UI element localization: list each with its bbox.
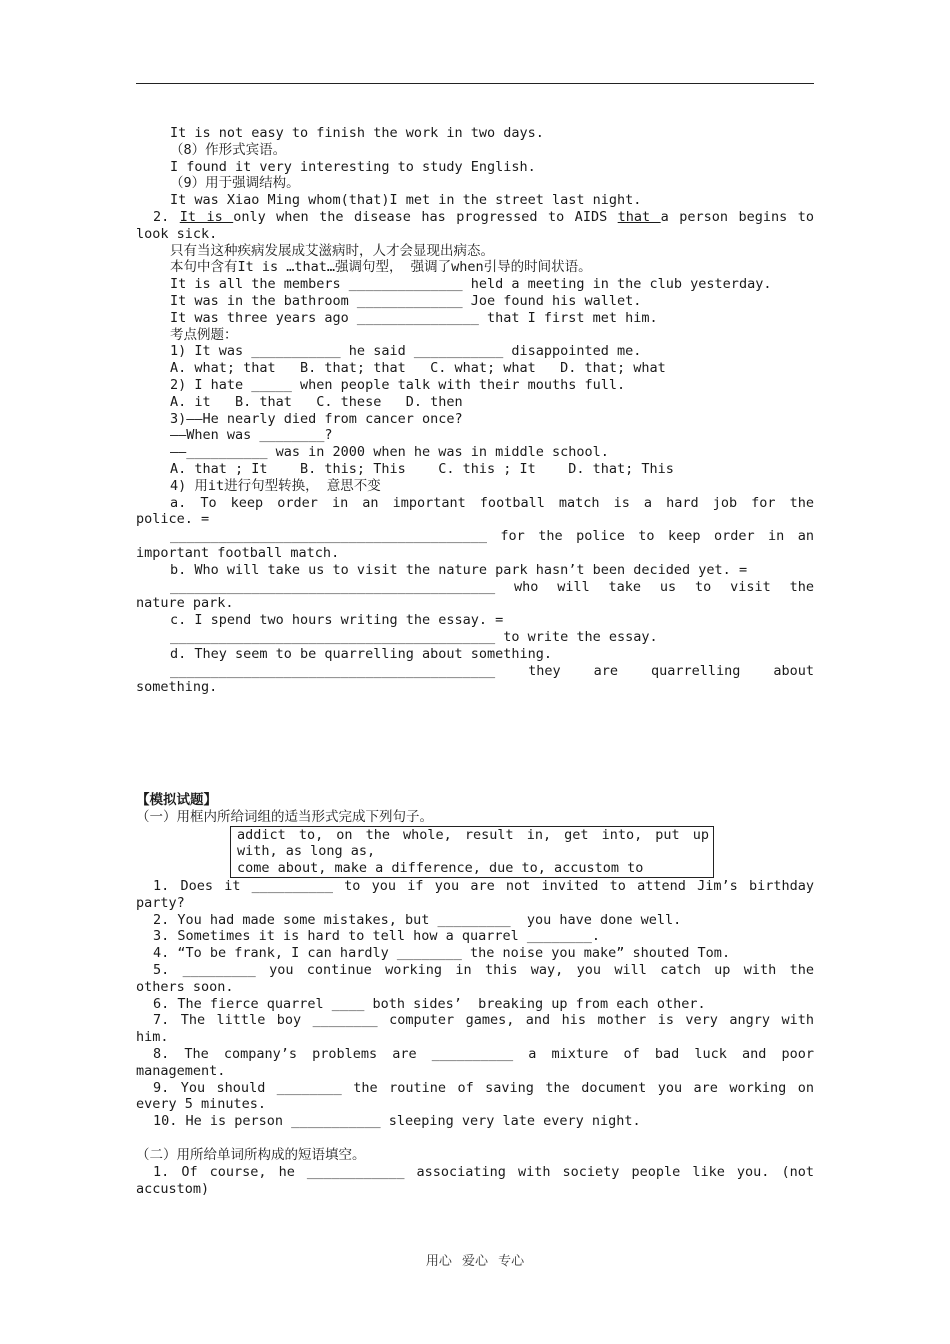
text-line: I found it very interesting to study English. bbox=[170, 158, 536, 175]
text-line: 只有当这种疾病发展成艾滋病时，人才会显现出病态。 bbox=[170, 242, 494, 259]
question-9-cont: every 5 minutes. bbox=[136, 1096, 267, 1113]
text-line: 本句中含有It is …that…强调句型， 强调了when引导的时间状语。 bbox=[170, 259, 592, 276]
text-line: It is not easy to finish the work in two days. bbox=[170, 125, 544, 141]
section-title: 【模拟试题】 bbox=[136, 792, 217, 809]
text-line: It was Xiao Ming whom(that)I met in the street last night. bbox=[170, 192, 642, 209]
transform-a-line3: _______________________________________ for the police to keep order in an bbox=[170, 528, 814, 545]
question-6: 6. The fierce quarrel ____ both sides’ breaking up from each other. bbox=[153, 995, 706, 1012]
question-3: 3. Sometimes it is hard to tell how a quarrel ________. bbox=[153, 928, 601, 945]
question-5-cont: others soon. bbox=[136, 978, 234, 995]
part2-instruction: （二）用所给单词所构成的短语填空。 bbox=[136, 1147, 366, 1164]
text-line: It was three years ago _______________ that I first met him. bbox=[170, 309, 658, 326]
text-line: A. that ; It B. this; This C. this ; It D. that; This bbox=[170, 460, 674, 477]
question-7: 7. The little boy ________ computer games, and his mother is very angry with bbox=[153, 1012, 814, 1029]
text-line: 3)——He nearly died from cancer once? bbox=[170, 410, 463, 427]
item-text-end: a person begins to bbox=[660, 208, 814, 225]
transform-a-line4: important football match. bbox=[136, 544, 340, 561]
question-8-cont: management. bbox=[136, 1062, 226, 1079]
text-line: It is all the members ______________ held a meeting in the club yesterday. bbox=[170, 276, 772, 293]
part2-question-1: 1. Of course, he ____________ associating with society people like you. (not bbox=[153, 1163, 814, 1180]
transform-d-line3: something. bbox=[136, 679, 218, 696]
box-line: come about, make a difference, due to, accustom to bbox=[237, 860, 644, 877]
question-8: 8. The company’s problems are __________ a mixture of bad luck and poor bbox=[153, 1046, 814, 1063]
text-line: ——__________ was in 2000 when he was in middle school. bbox=[170, 444, 609, 461]
box-line: addict to, on the whole, result in, get into, put up bbox=[237, 826, 709, 843]
transform-d-line1: d. They seem to be quarrelling about something. bbox=[170, 645, 553, 662]
part1-instruction: （一）用框内所给词组的适当形式完成下列句子。 bbox=[136, 808, 433, 825]
transform-b-line1: b. Who will take us to visit the nature park hasn’t been decided yet. = bbox=[170, 561, 748, 578]
question-9: 9. You should ________ the routine of saving the document you are working on bbox=[153, 1079, 814, 1096]
text-line: 考点例题： bbox=[170, 326, 238, 343]
text-line: 1) It was ___________ he said ___________ disappointed me. bbox=[170, 343, 642, 360]
underlined-that: that bbox=[617, 208, 661, 225]
page-footer: 用心 爱心 专心 bbox=[425, 1254, 525, 1269]
question-2: 2. You had made some mistakes, but _________ you have done well. bbox=[153, 911, 682, 928]
item-number: 2. bbox=[153, 208, 180, 225]
text-line: A. what; that B. that; that C. what; what D. that; what bbox=[170, 360, 666, 377]
header-rule bbox=[136, 83, 814, 84]
question-4: 4. “To be frank, I can hardly ________ the noise you make” shouted Tom. bbox=[153, 945, 731, 962]
text-line: 2) I hate _____ when people talk with their mouths full. bbox=[170, 376, 626, 393]
phrase-box bbox=[230, 826, 714, 878]
text-line: ——When was ________? bbox=[170, 427, 333, 444]
transform-b-line3: nature park. bbox=[136, 595, 234, 612]
question-1-cont: party? bbox=[136, 894, 185, 911]
transform-c-line2: ________________________________________ to write the essay. bbox=[170, 628, 658, 645]
text-line: （9）用于强调结构。 bbox=[170, 175, 300, 192]
item-2 bbox=[136, 209, 814, 226]
transform-d-line2: ________________________________________ they are quarrelling about bbox=[170, 662, 814, 679]
transform-b-line2: ________________________________________ who will take us to visit the bbox=[170, 578, 814, 595]
transform-a-line2: police. = bbox=[136, 511, 210, 528]
spacer bbox=[136, 1130, 814, 1147]
document-body bbox=[136, 125, 814, 1197]
box-line: with, as long as, bbox=[237, 843, 376, 860]
spacer bbox=[136, 696, 814, 792]
item-text: only when the disease has progressed to AIDS bbox=[233, 208, 618, 225]
text-line: It was in the bathroom _____________ Joe found his wallet. bbox=[170, 292, 642, 309]
question-1: 1. Does it __________ to you if you are not invited to attend Jim’s birthday bbox=[153, 878, 814, 895]
text-line: 4) 用it进行句型转换， 意思不变 bbox=[170, 477, 381, 494]
question-5: 5. _________ you continue working in this way, you will catch up with the bbox=[153, 962, 814, 979]
transform-c-line1: c. I spend two hours writing the essay. = bbox=[170, 612, 504, 629]
text-line: look sick. bbox=[136, 225, 218, 242]
question-10: 10. He is person ___________ sleeping very late every night. bbox=[153, 1113, 641, 1130]
transform-a-line1: a. To keep order in an important football match is a hard job for the bbox=[170, 494, 814, 511]
text-line: （8）作形式宾语。 bbox=[170, 141, 287, 158]
text-line: A. it B. that C. these D. then bbox=[170, 393, 463, 410]
question-7-cont: him. bbox=[136, 1029, 169, 1046]
underlined-it-is: It is bbox=[179, 208, 234, 225]
part2-question-1-cont: accustom) bbox=[136, 1180, 210, 1197]
